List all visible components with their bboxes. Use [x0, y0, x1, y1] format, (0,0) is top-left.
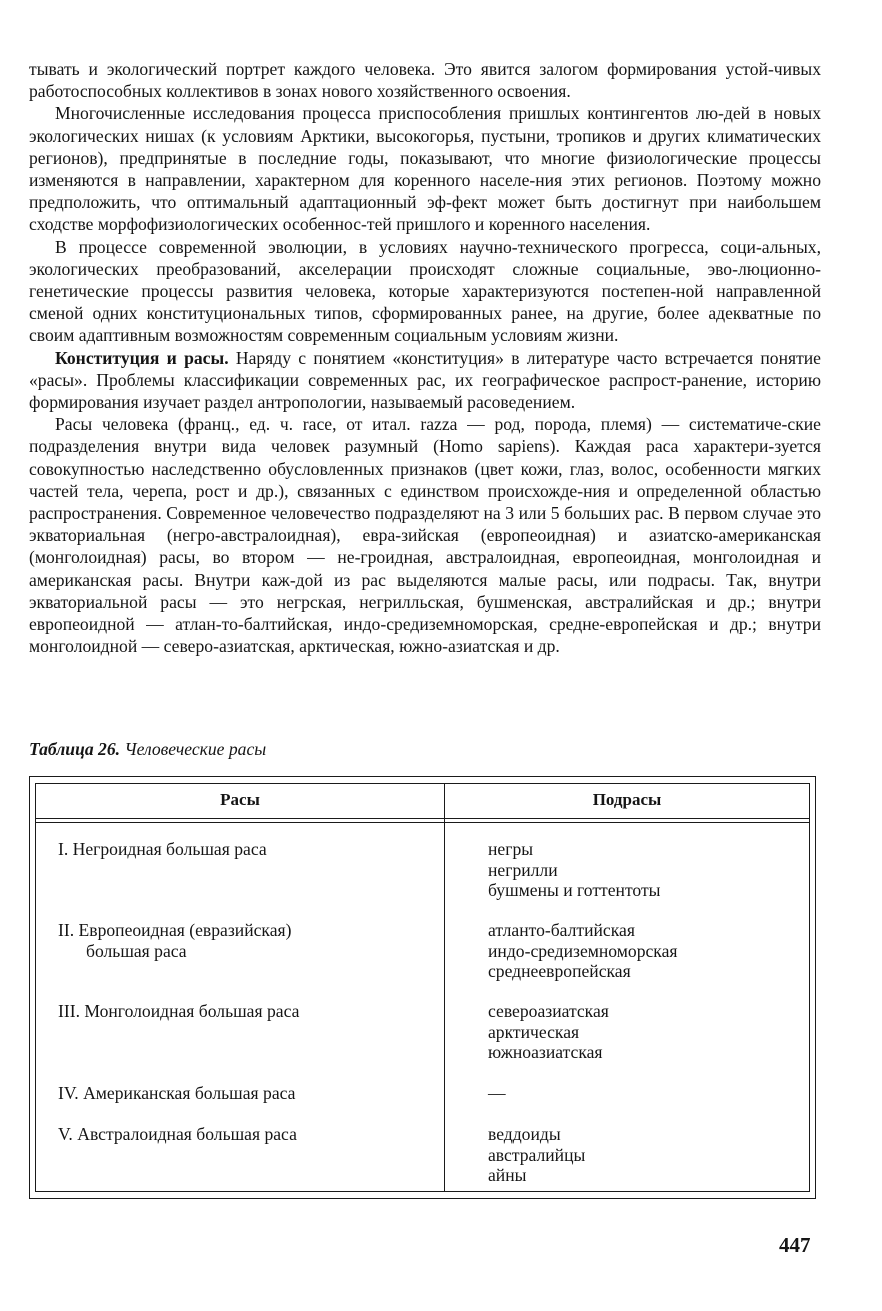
- paragraph-2: Многочисленные исследования процесса приспособления пришлых контингентов лю-дей в новых экологических нишах (к условиям Арктики, высокогорья, пустыни, тропиков и других климатических регионов), предпринятые в последние годы, показывают, что многие физиологические процессы изменяются в направлении, характерном для коренного населе-ния этих регионов. Поэтому можно предположить, что оптимальный адаптационный эф-фект может быть достигнут при наибольшем сходстве морфофизиологических особеннос-тей пришлого и коренного населения.: [29, 103, 821, 235]
- header-races: Расы: [220, 790, 260, 809]
- subrace-item: негры: [488, 839, 534, 859]
- race-name-text: IV. Американская большая раса: [58, 1083, 296, 1103]
- subrace-list: [488, 920, 818, 982]
- race-name-text: II. Европеоидная (евразийская): [58, 920, 292, 940]
- subrace-item: индо-средиземноморская: [488, 940, 678, 961]
- races-table-inner: [35, 783, 810, 1192]
- section-term: Конституция и расы.: [55, 347, 229, 368]
- subrace-item: негрилли: [488, 859, 558, 880]
- subrace-list: [488, 1001, 818, 1063]
- race-name: [58, 1083, 438, 1104]
- table-caption: [29, 739, 266, 760]
- race-name: [58, 920, 438, 961]
- race-name-text: V. Австралоидная большая раса: [58, 1124, 297, 1144]
- paragraph-1: тывать и экологический портрет каждого человека. Это явится залогом формирования устой-чивых работоспособных коллективов в зонах нового хозяйственного освоения.: [29, 59, 821, 102]
- table-caption-title: Человеческие расы: [124, 739, 267, 759]
- race-name: [58, 1001, 438, 1022]
- race-name: [58, 1124, 438, 1145]
- subrace-item: австралийцы: [488, 1144, 586, 1165]
- race-name-text: III. Монголоидная большая раса: [58, 1001, 300, 1021]
- race-name: [58, 839, 438, 860]
- race-name-text: I. Негроидная большая раса: [58, 839, 267, 859]
- subrace-item: айны: [488, 1165, 527, 1185]
- race-name-continuation: большая раса: [86, 940, 187, 961]
- header-rule: [36, 818, 809, 823]
- paragraph-3: В процессе современной эволюции, в условиях научно-технического прогресса, соци-альных, экологических преобразований, акселерации происходят сложные социальные, эво-люционно-генетические процессы развития человека, которые характеризуются постепен-ной направленной сменой одних конституциональных типов, сформированных ранее, на другие, более адекватные по своим адаптивным возможностям современным социальным условиям жизни.: [29, 236, 821, 346]
- section-text: Наряду с понятием «конституция» в литературе часто встречается понятие «расы». Проблемы классификации современных рас, их географическое распрост-ранение, историю формирования изучает раздел антропологии, называемый расоведением.: [29, 347, 821, 413]
- subrace-item: —: [488, 1083, 506, 1103]
- paragraph-races: Расы человека (франц., ед. ч. race, от итал. razza — род, порода, племя) — систематиче-ские подразделения внутри вида человек разумный (Homo sapiens). Каждая раса характери-зуется совокупностью наследственно обусловленных признаков (цвет кожи, глаз, волос, особенности мягких частей тела, черепа, рост и др.), связанных с единством происхожде-ния и определенной областью распространения. Современное человечество подразделяют на 3 или 5 больших рас. В первом случае это экваториальная (негро-австралоидная), евра-зийская (европеоидная) и азиатско-американская (монголоидная) расы, во втором — не-гроидная, австралоидная, европеоидная, монголоидная и американская расы. Внутри каж-дой из рас выделяются малые расы, или подрасы. Так, внутри экваториальной расы — это негрская, негрилльская, бушменская, австралийская и др.; внутри европеоидной — атлан-то-балтийская, индо-средиземноморская, средне-европейская и др.; внутри монголоидной — северо-азиатская, арктическая, южно-азиатская и др.: [29, 414, 821, 657]
- subrace-item: веддоиды: [488, 1124, 561, 1144]
- page-number: 447: [779, 1233, 811, 1257]
- body-text: [29, 58, 821, 657]
- races-table: [29, 776, 816, 1199]
- subrace-list: [488, 1083, 818, 1104]
- paragraph-constitution: [29, 347, 821, 414]
- subrace-list: [488, 839, 818, 901]
- table-caption-label: Таблица 26.: [29, 739, 121, 759]
- subrace-item: североазиатская: [488, 1001, 609, 1021]
- subrace-list: [488, 1124, 818, 1186]
- subrace-item: среднеевропейская: [488, 961, 631, 981]
- subrace-item: бушмены и готтентоты: [488, 880, 661, 900]
- subrace-item: арктическая: [488, 1021, 580, 1042]
- column-divider: [444, 784, 445, 1191]
- subrace-item: южноазиатская: [488, 1042, 603, 1062]
- subrace-item: атланто-балтийская: [488, 920, 635, 940]
- header-subraces: Подрасы: [592, 790, 662, 809]
